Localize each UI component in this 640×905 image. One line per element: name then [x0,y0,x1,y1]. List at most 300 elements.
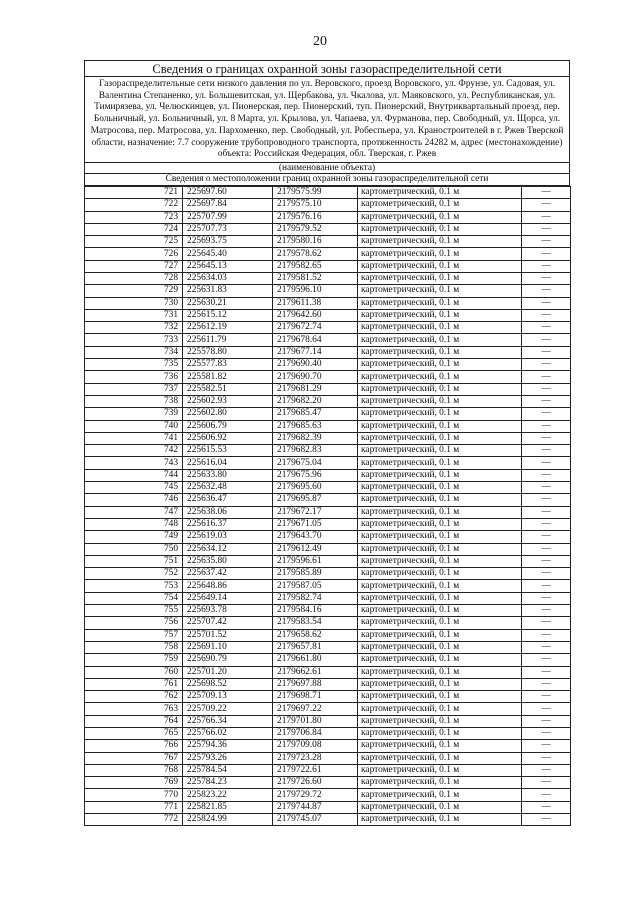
point-number-cell: 748 [85,518,183,530]
description-cell: — [522,432,571,444]
method-cell: картометрический, 0.1 м [358,469,522,481]
x-coordinate-cell: 225701.20 [183,666,273,678]
table-row [85,518,571,530]
description-cell: — [522,678,571,690]
description-cell: — [522,605,571,617]
table-row [85,334,571,346]
method-cell: картометрический, 0.1 м [358,580,522,592]
method-cell: картометрический, 0.1 м [358,715,522,727]
table-row [85,395,571,407]
method-cell: картометрический, 0.1 м [358,555,522,567]
description-cell: — [522,395,571,407]
y-coordinate-cell: 2179722.61 [273,764,358,776]
method-cell: картометрический, 0.1 м [358,777,522,789]
y-coordinate-cell: 2179697.22 [273,703,358,715]
point-number-cell: 756 [85,617,183,629]
method-cell: картометрический, 0.1 м [358,703,522,715]
description-cell: — [522,691,571,703]
x-coordinate-cell: 225648.86 [183,580,273,592]
description-cell: — [522,322,571,334]
description-cell: — [522,334,571,346]
table-row [85,654,571,666]
method-cell: картометрический, 0.1 м [358,641,522,653]
y-coordinate-cell: 2179745.07 [273,814,358,826]
coordinates-table [84,186,571,826]
y-coordinate-cell: 2179675.04 [273,457,358,469]
method-cell: картометрический, 0.1 м [358,592,522,604]
method-cell: картометрический, 0.1 м [358,211,522,223]
description-cell: — [522,629,571,641]
table-row [85,322,571,334]
point-number-cell: 753 [85,580,183,592]
table-row [85,814,571,826]
point-number-cell: 730 [85,297,183,309]
point-number-cell: 731 [85,309,183,321]
x-coordinate-cell: 225619.03 [183,531,273,543]
y-coordinate-cell: 2179643.70 [273,531,358,543]
method-cell: картометрический, 0.1 м [358,727,522,739]
table-row [85,715,571,727]
description-cell: — [522,518,571,530]
table-row [85,482,571,494]
y-coordinate-cell: 2179576.16 [273,211,358,223]
description-cell: — [522,359,571,371]
point-number-cell: 740 [85,420,183,432]
method-cell: картометрический, 0.1 м [358,359,522,371]
table-row [85,248,571,260]
table-row [85,752,571,764]
point-number-cell: 754 [85,592,183,604]
method-cell: картометрический, 0.1 м [358,186,522,198]
description-cell: — [522,236,571,248]
coordinates-table-body [85,186,571,825]
method-cell: картометрический, 0.1 м [358,629,522,641]
method-cell: картометрический, 0.1 м [358,346,522,358]
x-coordinate-cell: 225707.99 [183,211,273,223]
page-number: 20 [313,34,327,49]
x-coordinate-cell: 225616.04 [183,457,273,469]
method-cell: картометрический, 0.1 м [358,752,522,764]
method-cell: картометрический, 0.1 м [358,395,522,407]
y-coordinate-cell: 2179584.16 [273,605,358,617]
x-coordinate-cell: 225616.37 [183,518,273,530]
x-coordinate-cell: 225615.53 [183,445,273,457]
method-cell: картометрический, 0.1 м [358,432,522,444]
x-coordinate-cell: 225824.99 [183,814,273,826]
point-number-cell: 721 [85,186,183,198]
method-cell: картометрический, 0.1 м [358,740,522,752]
x-coordinate-cell: 225794.36 [183,740,273,752]
y-coordinate-cell: 2179575.99 [273,186,358,198]
y-coordinate-cell: 2179671.05 [273,518,358,530]
document-frame [84,60,570,826]
table-row [85,641,571,653]
y-coordinate-cell: 2179596.61 [273,555,358,567]
point-number-cell: 761 [85,678,183,690]
x-coordinate-cell: 225578.80 [183,346,273,358]
description-cell: — [522,592,571,604]
x-coordinate-cell: 225634.12 [183,543,273,555]
point-number-cell: 758 [85,641,183,653]
method-cell: картометрический, 0.1 м [358,654,522,666]
y-coordinate-cell: 2179690.40 [273,359,358,371]
table-row [85,740,571,752]
x-coordinate-cell: 225602.93 [183,395,273,407]
description-cell: — [522,248,571,260]
description-cell: — [522,777,571,789]
table-row [85,703,571,715]
method-cell: картометрический, 0.1 м [358,506,522,518]
y-coordinate-cell: 2179695.87 [273,494,358,506]
description-cell: — [522,654,571,666]
method-cell: картометрический, 0.1 м [358,445,522,457]
x-coordinate-cell: 225693.78 [183,605,273,617]
x-coordinate-cell: 225602.80 [183,408,273,420]
x-coordinate-cell: 225709.13 [183,691,273,703]
description-cell: — [522,445,571,457]
x-coordinate-cell: 225606.79 [183,420,273,432]
description-cell: — [522,703,571,715]
point-number-cell: 742 [85,445,183,457]
y-coordinate-cell: 2179685.63 [273,420,358,432]
point-number-cell: 722 [85,199,183,211]
point-number-cell: 746 [85,494,183,506]
description-cell: — [522,223,571,235]
method-cell: картометрический, 0.1 м [358,764,522,776]
table-row [85,432,571,444]
method-cell: картометрический, 0.1 м [358,543,522,555]
description-cell: — [522,469,571,481]
point-number-cell: 766 [85,740,183,752]
description-cell: — [522,297,571,309]
x-coordinate-cell: 225606.92 [183,432,273,444]
x-coordinate-cell: 225577.83 [183,359,273,371]
description-cell: — [522,580,571,592]
table-row [85,359,571,371]
description-cell: — [522,457,571,469]
method-cell: картометрический, 0.1 м [358,273,522,285]
method-cell: картометрический, 0.1 м [358,297,522,309]
description-cell: — [522,371,571,383]
y-coordinate-cell: 2179723.28 [273,752,358,764]
table-row [85,371,571,383]
table-row [85,543,571,555]
y-coordinate-cell: 2179582.65 [273,260,358,272]
x-coordinate-cell: 225634.03 [183,273,273,285]
description-cell: — [522,543,571,555]
table-row [85,506,571,518]
y-coordinate-cell: 2179682.83 [273,445,358,457]
description-cell: — [522,814,571,826]
table-row [85,236,571,248]
method-cell: картометрический, 0.1 м [358,531,522,543]
method-cell: картометрический, 0.1 м [358,371,522,383]
description-cell: — [522,727,571,739]
x-coordinate-cell: 225615.12 [183,309,273,321]
description-cell: — [522,752,571,764]
method-cell: картометрический, 0.1 м [358,568,522,580]
x-coordinate-cell: 225638.06 [183,506,273,518]
description-cell: — [522,641,571,653]
x-coordinate-cell: 225636.47 [183,494,273,506]
point-number-cell: 736 [85,371,183,383]
document-title: Сведения о границах охранной зоны газораспределительной сети [85,61,570,77]
method-cell: картометрический, 0.1 м [358,482,522,494]
x-coordinate-cell: 225611.79 [183,334,273,346]
description-cell: — [522,420,571,432]
point-number-cell: 738 [85,395,183,407]
x-coordinate-cell: 225707.42 [183,617,273,629]
x-coordinate-cell: 225766.34 [183,715,273,727]
description-cell: — [522,211,571,223]
point-number-cell: 724 [85,223,183,235]
method-cell: картометрический, 0.1 м [358,236,522,248]
method-cell: картометрический, 0.1 м [358,322,522,334]
x-coordinate-cell: 225582.51 [183,383,273,395]
x-coordinate-cell: 225709.22 [183,703,273,715]
method-cell: картометрический, 0.1 м [358,691,522,703]
object-name-note: (наименование объекта) [85,162,570,173]
point-number-cell: 733 [85,334,183,346]
method-cell: картометрический, 0.1 м [358,223,522,235]
x-coordinate-cell: 225693.75 [183,236,273,248]
table-row [85,260,571,272]
method-cell: картометрический, 0.1 м [358,801,522,813]
point-number-cell: 739 [85,408,183,420]
table-row [85,211,571,223]
method-cell: картометрический, 0.1 м [358,605,522,617]
y-coordinate-cell: 2179690.70 [273,371,358,383]
y-coordinate-cell: 2179612.49 [273,543,358,555]
description-cell: — [522,801,571,813]
y-coordinate-cell: 2179582.74 [273,592,358,604]
point-number-cell: 745 [85,482,183,494]
table-row [85,445,571,457]
point-number-cell: 743 [85,457,183,469]
table-row [85,605,571,617]
description-cell: — [522,309,571,321]
table-row [85,555,571,567]
method-cell: картометрический, 0.1 м [358,260,522,272]
y-coordinate-cell: 2179672.17 [273,506,358,518]
method-cell: картометрический, 0.1 м [358,309,522,321]
description-cell: — [522,482,571,494]
table-row [85,408,571,420]
point-number-cell: 765 [85,727,183,739]
y-coordinate-cell: 2179701.80 [273,715,358,727]
y-coordinate-cell: 2179579.52 [273,223,358,235]
point-number-cell: 728 [85,273,183,285]
point-number-cell: 767 [85,752,183,764]
table-row [85,568,571,580]
table-row [85,285,571,297]
y-coordinate-cell: 2179678.64 [273,334,358,346]
description-cell: — [522,555,571,567]
x-coordinate-cell: 225698.52 [183,678,273,690]
object-description: Газораспределительные сети низкого давления по ул. Веровского, проезд Воровского, ул. Фрунзе, ул. Садовая, ул. Валентина Степаненко, ул. Большевитская, ул. Щербакова, ул. Чкалова, ул. Маяковского, ул. Республиканская, ул. Тимирязева, ул. Челюскинцев, ул. Пионерская, пер. Пионерский, туп. Пионерский, Внутриквартальный проезд, пер. Больничный, ул. Больничный, ул. 8 Марта, ул. Крылова, ул. Чапаева, ул. Фурманова, пер. Свободный, ул. Щорса, ул. Матросова, пер. Матросова, ул. Пархоменко, пер. Свободный, ул. Робеспьера, ул. Краностроителей в г. Ржев Тверской области, назначение: 7.7 сооружение трубопроводного транспорта, протяженность 24282 м, адрес (местонахождение) объекта: Российская Федерация, обл. Тверская, г. Ржев [85,77,570,163]
method-cell: картометрический, 0.1 м [358,248,522,260]
y-coordinate-cell: 2179682.39 [273,432,358,444]
point-number-cell: 749 [85,531,183,543]
description-cell: — [522,199,571,211]
point-number-cell: 737 [85,383,183,395]
point-number-cell: 751 [85,555,183,567]
description-cell: — [522,740,571,752]
table-row [85,494,571,506]
method-cell: картометрический, 0.1 м [358,383,522,395]
x-coordinate-cell: 225707.73 [183,223,273,235]
method-cell: картометрический, 0.1 м [358,408,522,420]
point-number-cell: 771 [85,801,183,813]
point-number-cell: 759 [85,654,183,666]
y-coordinate-cell: 2179580.16 [273,236,358,248]
description-cell: — [522,260,571,272]
point-number-cell: 750 [85,543,183,555]
y-coordinate-cell: 2179642.60 [273,309,358,321]
method-cell: картометрический, 0.1 м [358,518,522,530]
y-coordinate-cell: 2179675.96 [273,469,358,481]
x-coordinate-cell: 225784.54 [183,764,273,776]
x-coordinate-cell: 225701.52 [183,629,273,641]
table-row [85,223,571,235]
description-cell: — [522,506,571,518]
y-coordinate-cell: 2179681.29 [273,383,358,395]
x-coordinate-cell: 225630.21 [183,297,273,309]
point-number-cell: 764 [85,715,183,727]
method-cell: картометрический, 0.1 м [358,678,522,690]
description-cell: — [522,531,571,543]
point-number-cell: 726 [85,248,183,260]
y-coordinate-cell: 2179697.88 [273,678,358,690]
description-cell: — [522,715,571,727]
point-number-cell: 734 [85,346,183,358]
table-row [85,420,571,432]
y-coordinate-cell: 2179661.80 [273,654,358,666]
method-cell: картометрический, 0.1 м [358,666,522,678]
y-coordinate-cell: 2179709.08 [273,740,358,752]
y-coordinate-cell: 2179706.84 [273,727,358,739]
x-coordinate-cell: 225697.60 [183,186,273,198]
y-coordinate-cell: 2179662.61 [273,666,358,678]
description-cell: — [522,764,571,776]
y-coordinate-cell: 2179657.81 [273,641,358,653]
description-cell: — [522,494,571,506]
y-coordinate-cell: 2179726.60 [273,777,358,789]
point-number-cell: 723 [85,211,183,223]
description-cell: — [522,617,571,629]
table-row [85,186,571,198]
table-row [85,592,571,604]
method-cell: картометрический, 0.1 м [358,285,522,297]
x-coordinate-cell: 225581.82 [183,371,273,383]
y-coordinate-cell: 2179677.14 [273,346,358,358]
point-number-cell: 735 [85,359,183,371]
section-title: Сведения о местоположении границ охранной зоны газораспределительной сети [85,173,570,185]
table-row [85,789,571,801]
table-row [85,309,571,321]
x-coordinate-cell: 225631.83 [183,285,273,297]
y-coordinate-cell: 2179596.10 [273,285,358,297]
y-coordinate-cell: 2179575.10 [273,199,358,211]
table-row [85,666,571,678]
table-row [85,531,571,543]
y-coordinate-cell: 2179658.62 [273,629,358,641]
table-row [85,617,571,629]
description-cell: — [522,789,571,801]
y-coordinate-cell: 2179585.89 [273,568,358,580]
table-row [85,580,571,592]
table-row [85,727,571,739]
method-cell: картометрический, 0.1 м [358,494,522,506]
x-coordinate-cell: 225691.10 [183,641,273,653]
table-row [85,678,571,690]
header-table [84,60,570,186]
description-cell: — [522,186,571,198]
table-row [85,457,571,469]
point-number-cell: 729 [85,285,183,297]
table-row [85,273,571,285]
point-number-cell: 769 [85,777,183,789]
method-cell: картометрический, 0.1 м [358,789,522,801]
method-cell: картометрический, 0.1 м [358,617,522,629]
method-cell: картометрический, 0.1 м [358,199,522,211]
point-number-cell: 725 [85,236,183,248]
description-cell: — [522,273,571,285]
y-coordinate-cell: 2179695.60 [273,482,358,494]
table-row [85,199,571,211]
x-coordinate-cell: 225793.26 [183,752,273,764]
y-coordinate-cell: 2179744.87 [273,801,358,813]
description-cell: — [522,346,571,358]
x-coordinate-cell: 225823.22 [183,789,273,801]
point-number-cell: 741 [85,432,183,444]
x-coordinate-cell: 225649.14 [183,592,273,604]
y-coordinate-cell: 2179729.72 [273,789,358,801]
y-coordinate-cell: 2179611.38 [273,297,358,309]
x-coordinate-cell: 225632.48 [183,482,273,494]
method-cell: картометрический, 0.1 м [358,334,522,346]
point-number-cell: 757 [85,629,183,641]
x-coordinate-cell: 225612.19 [183,322,273,334]
point-number-cell: 763 [85,703,183,715]
description-cell: — [522,666,571,678]
y-coordinate-cell: 2179698.71 [273,691,358,703]
method-cell: картометрический, 0.1 м [358,457,522,469]
y-coordinate-cell: 2179685.47 [273,408,358,420]
y-coordinate-cell: 2179581.52 [273,273,358,285]
y-coordinate-cell: 2179578.62 [273,248,358,260]
method-cell: картометрический, 0.1 м [358,814,522,826]
point-number-cell: 762 [85,691,183,703]
y-coordinate-cell: 2179583.54 [273,617,358,629]
table-row [85,691,571,703]
description-cell: — [522,408,571,420]
point-number-cell: 772 [85,814,183,826]
x-coordinate-cell: 225645.40 [183,248,273,260]
point-number-cell: 744 [85,469,183,481]
x-coordinate-cell: 225635.80 [183,555,273,567]
point-number-cell: 768 [85,764,183,776]
x-coordinate-cell: 225633.80 [183,469,273,481]
y-coordinate-cell: 2179672.74 [273,322,358,334]
x-coordinate-cell: 225690.79 [183,654,273,666]
x-coordinate-cell: 225645.13 [183,260,273,272]
description-cell: — [522,568,571,580]
table-row [85,297,571,309]
point-number-cell: 727 [85,260,183,272]
point-number-cell: 760 [85,666,183,678]
table-row [85,383,571,395]
